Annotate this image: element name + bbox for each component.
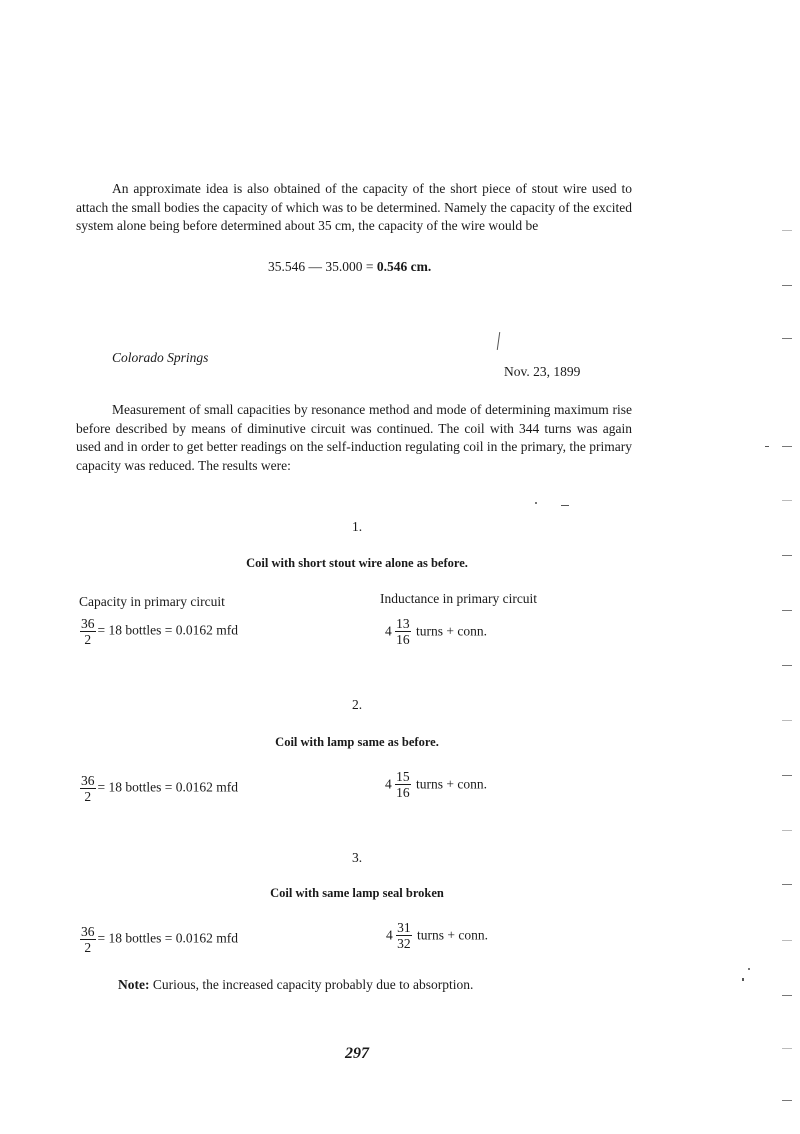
entry-paragraph xyxy=(76,401,632,475)
capacity-value: $\frac{36}{2}$ = 18 bottles = 0.0162 mfd xyxy=(81,924,238,955)
equation-result: 0.546 cm. xyxy=(376,259,432,274)
capacity-value: $\frac{36}{2}$ = 18 bottles = 0.0162 mfd xyxy=(81,616,238,647)
experiment-title: Coil with lamp same as before. xyxy=(275,735,439,749)
experiment-number: 3. xyxy=(351,850,363,865)
note-label: Note: xyxy=(118,977,150,992)
inductance-fraction: $\frac{13}{16}$ xyxy=(396,616,410,647)
experiment-title: Coil with same lamp seal broken xyxy=(270,886,444,900)
experiment-number: 2. xyxy=(351,697,363,712)
inductance-value: 4 $\frac{15}{16}$ turns + conn. xyxy=(385,769,487,800)
page-number: 297 xyxy=(345,1045,369,1062)
capacity-fraction: $\frac{36}{2}$ xyxy=(81,924,95,955)
inductance-header: Inductance in primary circuit xyxy=(380,591,538,606)
intro-text: An approximate idea is also obtained of the capacity of the short piece of stout wire used to attach the small bodies the capacity of which was to be determined. Namely the capacity of the excited system alone being before determined about 35 cm, the capacity of the wire would be xyxy=(76,181,632,233)
inductance-value: 4 $\frac{31}{32}$ turns + conn. xyxy=(386,920,488,951)
capacity-fraction: $\frac{36}{2}$ xyxy=(81,773,95,804)
intro-paragraph xyxy=(76,180,632,236)
entry-text: Measurement of small capacities by resonance method and mode of determining maximum rise before described by means of diminutive circuit was continued. The coil with 344 turns was again used and in order to get better readings on the self-induction regulating coil in the primary, the primary capacity was reduced. The results were: xyxy=(76,402,632,473)
experiment-title: Coil with short stout wire alone as before. xyxy=(246,556,468,570)
entry-date: Nov. 23, 1899 xyxy=(504,364,581,379)
inductance-fraction: $\frac{15}{16}$ xyxy=(396,769,410,800)
inductance-fraction: $\frac{31}{32}$ xyxy=(397,920,411,951)
capacity-header: Capacity in primary circuit xyxy=(79,594,225,609)
inductance-value: 4 $\frac{13}{16}$ turns + conn. xyxy=(385,616,487,647)
capacity-fraction: $\frac{36}{2}$ xyxy=(81,616,95,647)
capacity-value: $\frac{36}{2}$ = 18 bottles = 0.0162 mfd xyxy=(81,773,238,804)
intro-equation xyxy=(268,259,431,275)
note xyxy=(118,977,473,993)
note-text: Curious, the increased capacity probably due to absorption. xyxy=(149,977,474,992)
entry-place: Colorado Springs xyxy=(112,350,209,365)
experiment-number: 1. xyxy=(351,519,363,534)
equation-prefix: 35.546 — 35.000 = xyxy=(268,259,377,274)
